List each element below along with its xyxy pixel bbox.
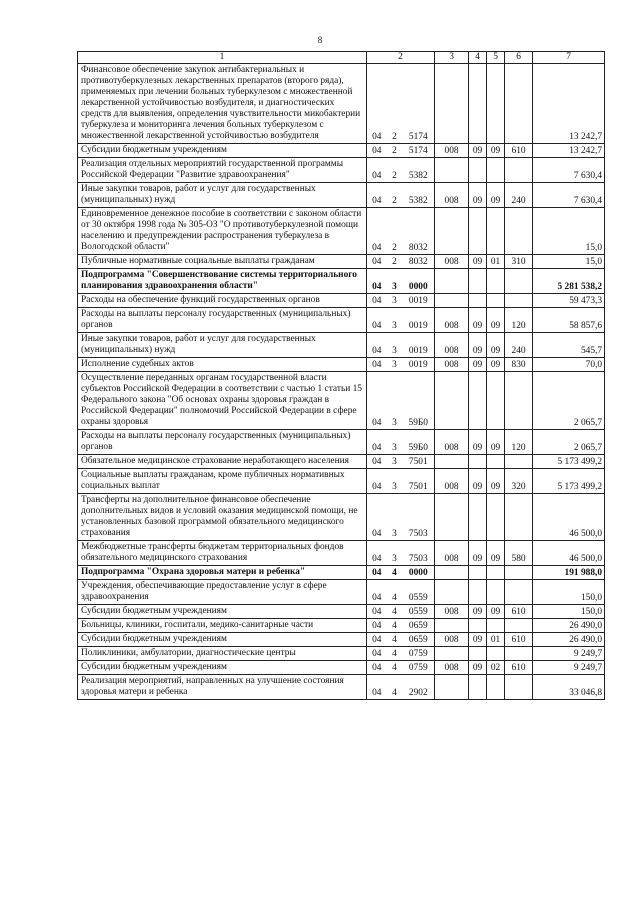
table-row: [78, 358, 605, 372]
program-code: 04: [367, 541, 387, 566]
row-name: Подпрограмма "Совершенствование системы территориального планирования здравоохранения области": [78, 269, 367, 294]
subsection-code: [487, 647, 505, 661]
expense-type-code: [505, 566, 533, 580]
direction-code: 7503: [403, 494, 435, 541]
program-code: 04: [367, 647, 387, 661]
header-cell-7: 7: [533, 52, 605, 64]
section-code: 09: [469, 430, 487, 455]
amount: 46 500,0: [533, 494, 605, 541]
subprogram-code: 3: [387, 269, 403, 294]
amount: 58 857,6: [533, 308, 605, 333]
subprogram-code: 2: [387, 255, 403, 269]
direction-code: 2902: [403, 675, 435, 700]
table-row: [78, 333, 605, 358]
table-row: [78, 294, 605, 308]
program-code: 04: [367, 580, 387, 605]
program-code: 04: [367, 158, 387, 183]
row-name: Иные закупки товаров, работ и услуг для государственных (муниципальных) нужд: [78, 333, 367, 358]
row-name: Расходы на обеспечение функций государственных органов: [78, 294, 367, 308]
row-name: Исполнение судебных актов: [78, 358, 367, 372]
table-row: [78, 372, 605, 430]
row-name: Осуществление переданных органам государственной власти субъектов Российской Федерации в соответствии с частью 1 статьи 15 Федерального закона "Об основах охраны здоровья граждан в Российской Федерации" полномочий Российской Федерации в сфере охраны здоровья: [78, 372, 367, 430]
subsection-code: 09: [487, 469, 505, 494]
subprogram-code: 4: [387, 647, 403, 661]
program-code: 04: [367, 333, 387, 358]
row-name: Учреждения, обеспечивающие предоставление услуг в сфере здравоохранения: [78, 580, 367, 605]
row-name: Субсидии бюджетным учреждениям: [78, 605, 367, 619]
section-code: [469, 208, 487, 255]
grbs-code: [435, 294, 469, 308]
section-code: 09: [469, 144, 487, 158]
section-code: 09: [469, 633, 487, 647]
table-row: [78, 269, 605, 294]
program-code: 04: [367, 675, 387, 700]
direction-code: 8032: [403, 208, 435, 255]
subprogram-code: 4: [387, 675, 403, 700]
grbs-code: 008: [435, 469, 469, 494]
subsection-code: 01: [487, 633, 505, 647]
section-code: [469, 64, 487, 144]
subsection-code: 02: [487, 661, 505, 675]
header-cell-3: 3: [435, 52, 469, 64]
program-code: 04: [367, 619, 387, 633]
row-name: Финансовое обеспечение закупок антибактериальных и противотуберкулезных лекарственных препаратов (второго ряда), применяемых при лечении больных туберкулезом с множественной лекарственной устойчивостью возбудителя, и диагностических средств для выявления, определения чувствительности микобактерии туберкулеза и мониторинга лечения больных туберкулезом с множественной лекарственной устойчивостью возбудителя: [78, 64, 367, 144]
subprogram-code: 4: [387, 566, 403, 580]
program-code: 04: [367, 605, 387, 619]
expense-type-code: [505, 64, 533, 144]
expense-type-code: [505, 372, 533, 430]
section-code: 09: [469, 333, 487, 358]
program-code: 04: [367, 469, 387, 494]
subsection-code: 09: [487, 430, 505, 455]
grbs-code: [435, 208, 469, 255]
amount: 7 630,4: [533, 183, 605, 208]
amount: 59 473,3: [533, 294, 605, 308]
direction-code: 0559: [403, 605, 435, 619]
subsection-code: 09: [487, 144, 505, 158]
direction-code: 0000: [403, 269, 435, 294]
program-code: 04: [367, 430, 387, 455]
subsection-code: [487, 455, 505, 469]
grbs-code: [435, 675, 469, 700]
expense-type-code: [505, 675, 533, 700]
subsection-code: [487, 566, 505, 580]
direction-code: 0019: [403, 333, 435, 358]
program-code: 04: [367, 358, 387, 372]
direction-code: 0000: [403, 566, 435, 580]
section-code: 09: [469, 605, 487, 619]
subsection-code: [487, 64, 505, 144]
program-code: 04: [367, 661, 387, 675]
expense-type-code: [505, 208, 533, 255]
direction-code: 7501: [403, 469, 435, 494]
subprogram-code: 3: [387, 308, 403, 333]
row-name: Подпрограмма "Охрана здоровья матери и ребенка": [78, 566, 367, 580]
row-name: Субсидии бюджетным учреждениям: [78, 661, 367, 675]
section-code: [469, 647, 487, 661]
section-code: 09: [469, 255, 487, 269]
expense-type-code: [505, 158, 533, 183]
subsection-code: [487, 580, 505, 605]
expense-type-code: [505, 619, 533, 633]
section-code: 09: [469, 661, 487, 675]
section-code: [469, 158, 487, 183]
expense-type-code: 610: [505, 144, 533, 158]
row-name: Реализация мероприятий, направленных на улучшение состояния здоровья матери и ребенка: [78, 675, 367, 700]
direction-code: 7503: [403, 541, 435, 566]
subsection-code: [487, 269, 505, 294]
amount: 15,0: [533, 208, 605, 255]
table-row: [78, 469, 605, 494]
subprogram-code: 3: [387, 455, 403, 469]
amount: 13 242,7: [533, 144, 605, 158]
program-code: 04: [367, 269, 387, 294]
expense-type-code: [505, 647, 533, 661]
direction-code: 5174: [403, 144, 435, 158]
amount: 5 173 499,2: [533, 455, 605, 469]
section-code: 09: [469, 308, 487, 333]
subsection-code: 09: [487, 605, 505, 619]
budget-table: [77, 51, 605, 700]
table-row: [78, 580, 605, 605]
program-code: 04: [367, 494, 387, 541]
program-code: 04: [367, 255, 387, 269]
grbs-code: [435, 566, 469, 580]
header-cell-1: 1: [78, 52, 367, 64]
amount: 13 242,7: [533, 64, 605, 144]
grbs-code: [435, 269, 469, 294]
header-row: [78, 52, 605, 64]
expense-type-code: 310: [505, 255, 533, 269]
direction-code: 8032: [403, 255, 435, 269]
expense-type-code: 240: [505, 333, 533, 358]
table-row: [78, 647, 605, 661]
direction-code: 0659: [403, 633, 435, 647]
amount: 150,0: [533, 605, 605, 619]
grbs-code: [435, 494, 469, 541]
page-number: 8: [317, 35, 323, 45]
table-row: [78, 183, 605, 208]
direction-code: 5174: [403, 64, 435, 144]
table-row: [78, 255, 605, 269]
program-code: 04: [367, 183, 387, 208]
grbs-code: 008: [435, 661, 469, 675]
grbs-code: 008: [435, 255, 469, 269]
expense-type-code: 610: [505, 633, 533, 647]
section-code: [469, 269, 487, 294]
subprogram-code: 3: [387, 358, 403, 372]
amount: 26 490,0: [533, 619, 605, 633]
grbs-code: [435, 580, 469, 605]
header-cell-6: 6: [505, 52, 533, 64]
amount: 9 249,7: [533, 647, 605, 661]
row-name: Обязательное медицинское страхование неработающего населения: [78, 455, 367, 469]
grbs-code: 008: [435, 358, 469, 372]
program-code: 04: [367, 144, 387, 158]
direction-code: 0559: [403, 580, 435, 605]
amount: 33 046,8: [533, 675, 605, 700]
subprogram-code: 4: [387, 633, 403, 647]
table-row: [78, 541, 605, 566]
direction-code: 59Б0: [403, 430, 435, 455]
amount: 2 065,7: [533, 430, 605, 455]
direction-code: 0019: [403, 308, 435, 333]
subprogram-code: 3: [387, 469, 403, 494]
section-code: [469, 494, 487, 541]
subprogram-code: 3: [387, 333, 403, 358]
grbs-code: [435, 372, 469, 430]
grbs-code: [435, 647, 469, 661]
subprogram-code: 3: [387, 294, 403, 308]
row-name: Трансферты на дополнительное финансовое обеспечение дополнительных видов и условий оказания медицинской помощи, не установленных базовой программой обязательного медицинского страхования: [78, 494, 367, 541]
row-name: Реализация отдельных мероприятий государственной программы Российской Федерации "Развитие здравоохранения": [78, 158, 367, 183]
table-body: [78, 64, 605, 700]
subsection-code: [487, 294, 505, 308]
amount: 7 630,4: [533, 158, 605, 183]
amount: 5 281 538,2: [533, 269, 605, 294]
subsection-code: [487, 675, 505, 700]
table-row: [78, 430, 605, 455]
section-code: [469, 619, 487, 633]
table-row: [78, 661, 605, 675]
table-row: [78, 144, 605, 158]
table-row: [78, 675, 605, 700]
section-code: 09: [469, 541, 487, 566]
row-name: Расходы на выплаты персоналу государственных (муниципальных) органов: [78, 308, 367, 333]
grbs-code: 008: [435, 183, 469, 208]
expense-type-code: 320: [505, 469, 533, 494]
header-cell-2: 2: [367, 52, 435, 64]
row-name: Межбюджетные трансферты бюджетам территориальных фондов обязательного медицинского страхования: [78, 541, 367, 566]
expense-type-code: 120: [505, 308, 533, 333]
grbs-code: [435, 158, 469, 183]
section-code: [469, 580, 487, 605]
subprogram-code: 3: [387, 541, 403, 566]
row-name: Больницы, клиники, госпитали, медико-санитарные части: [78, 619, 367, 633]
row-name: Субсидии бюджетным учреждениям: [78, 144, 367, 158]
table-row: [78, 308, 605, 333]
program-code: 04: [367, 308, 387, 333]
subsection-code: [487, 494, 505, 541]
grbs-code: [435, 619, 469, 633]
direction-code: 59Б0: [403, 372, 435, 430]
expense-type-code: 610: [505, 661, 533, 675]
subsection-code: 09: [487, 308, 505, 333]
subsection-code: [487, 372, 505, 430]
program-code: 04: [367, 208, 387, 255]
section-code: 09: [469, 358, 487, 372]
subsection-code: 09: [487, 333, 505, 358]
amount: 545,7: [533, 333, 605, 358]
section-code: [469, 675, 487, 700]
section-code: [469, 455, 487, 469]
row-name: Единовременное денежное пособие в соответствии с законом области от 30 октября 1998 года № 305-ОЗ "О противотуберкулезной помощи населению и предупреждении распространения туберкулеза в Вологодской области": [78, 208, 367, 255]
expense-type-code: 830: [505, 358, 533, 372]
grbs-code: 008: [435, 144, 469, 158]
expense-type-code: [505, 494, 533, 541]
subprogram-code: 4: [387, 619, 403, 633]
program-code: 04: [367, 372, 387, 430]
amount: 9 249,7: [533, 661, 605, 675]
program-code: 04: [367, 633, 387, 647]
direction-code: 0659: [403, 619, 435, 633]
table-row: [78, 64, 605, 144]
subprogram-code: 3: [387, 494, 403, 541]
subprogram-code: 3: [387, 372, 403, 430]
table-row: [78, 494, 605, 541]
table-row: [78, 208, 605, 255]
expense-type-code: 120: [505, 430, 533, 455]
table-row: [78, 566, 605, 580]
amount: 46 500,0: [533, 541, 605, 566]
section-code: [469, 566, 487, 580]
subprogram-code: 2: [387, 64, 403, 144]
subsection-code: [487, 619, 505, 633]
subprogram-code: 2: [387, 183, 403, 208]
row-name: Публичные нормативные социальные выплаты гражданам: [78, 255, 367, 269]
grbs-code: 008: [435, 333, 469, 358]
subsection-code: 09: [487, 183, 505, 208]
grbs-code: 008: [435, 430, 469, 455]
direction-code: 5382: [403, 158, 435, 183]
expense-type-code: [505, 455, 533, 469]
amount: 5 173 499,2: [533, 469, 605, 494]
subsection-code: [487, 158, 505, 183]
expense-type-code: [505, 580, 533, 605]
amount: 150,0: [533, 580, 605, 605]
section-code: 09: [469, 183, 487, 208]
direction-code: 0759: [403, 661, 435, 675]
row-name: Социальные выплаты гражданам, кроме публичных нормативных социальных выплат: [78, 469, 367, 494]
expense-type-code: [505, 269, 533, 294]
table-row: [78, 455, 605, 469]
expense-type-code: 610: [505, 605, 533, 619]
expense-type-code: [505, 294, 533, 308]
subsection-code: [487, 208, 505, 255]
program-code: 04: [367, 455, 387, 469]
row-name: Иные закупки товаров, работ и услуг для государственных (муниципальных) нужд: [78, 183, 367, 208]
subprogram-code: 2: [387, 144, 403, 158]
subsection-code: 09: [487, 541, 505, 566]
table-row: [78, 158, 605, 183]
header-cell-4: 4: [469, 52, 487, 64]
row-name: Расходы на выплаты персоналу государственных (муниципальных) органов: [78, 430, 367, 455]
subprogram-code: 2: [387, 158, 403, 183]
grbs-code: 008: [435, 308, 469, 333]
section-code: 09: [469, 469, 487, 494]
amount: 2 065,7: [533, 372, 605, 430]
direction-code: 0759: [403, 647, 435, 661]
direction-code: 0019: [403, 294, 435, 308]
program-code: 04: [367, 64, 387, 144]
direction-code: 0019: [403, 358, 435, 372]
subprogram-code: 4: [387, 580, 403, 605]
grbs-code: 008: [435, 633, 469, 647]
section-code: [469, 294, 487, 308]
grbs-code: 008: [435, 541, 469, 566]
program-code: 04: [367, 566, 387, 580]
table-row: [78, 633, 605, 647]
direction-code: 7501: [403, 455, 435, 469]
row-name: Субсидии бюджетным учреждениям: [78, 633, 367, 647]
direction-code: 5382: [403, 183, 435, 208]
amount: 15,0: [533, 255, 605, 269]
subprogram-code: 4: [387, 661, 403, 675]
subprogram-code: 3: [387, 430, 403, 455]
amount: 191 988,0: [533, 566, 605, 580]
grbs-code: [435, 455, 469, 469]
subprogram-code: 2: [387, 208, 403, 255]
amount: 26 490,0: [533, 633, 605, 647]
table-row: [78, 605, 605, 619]
grbs-code: 008: [435, 605, 469, 619]
subsection-code: 09: [487, 358, 505, 372]
grbs-code: [435, 64, 469, 144]
subsection-code: 01: [487, 255, 505, 269]
amount: 70,0: [533, 358, 605, 372]
table-row: [78, 619, 605, 633]
expense-type-code: 240: [505, 183, 533, 208]
expense-type-code: 580: [505, 541, 533, 566]
subprogram-code: 4: [387, 605, 403, 619]
row-name: Поликлиники, амбулатории, диагностические центры: [78, 647, 367, 661]
program-code: 04: [367, 294, 387, 308]
header-cell-5: 5: [487, 52, 505, 64]
section-code: [469, 372, 487, 430]
